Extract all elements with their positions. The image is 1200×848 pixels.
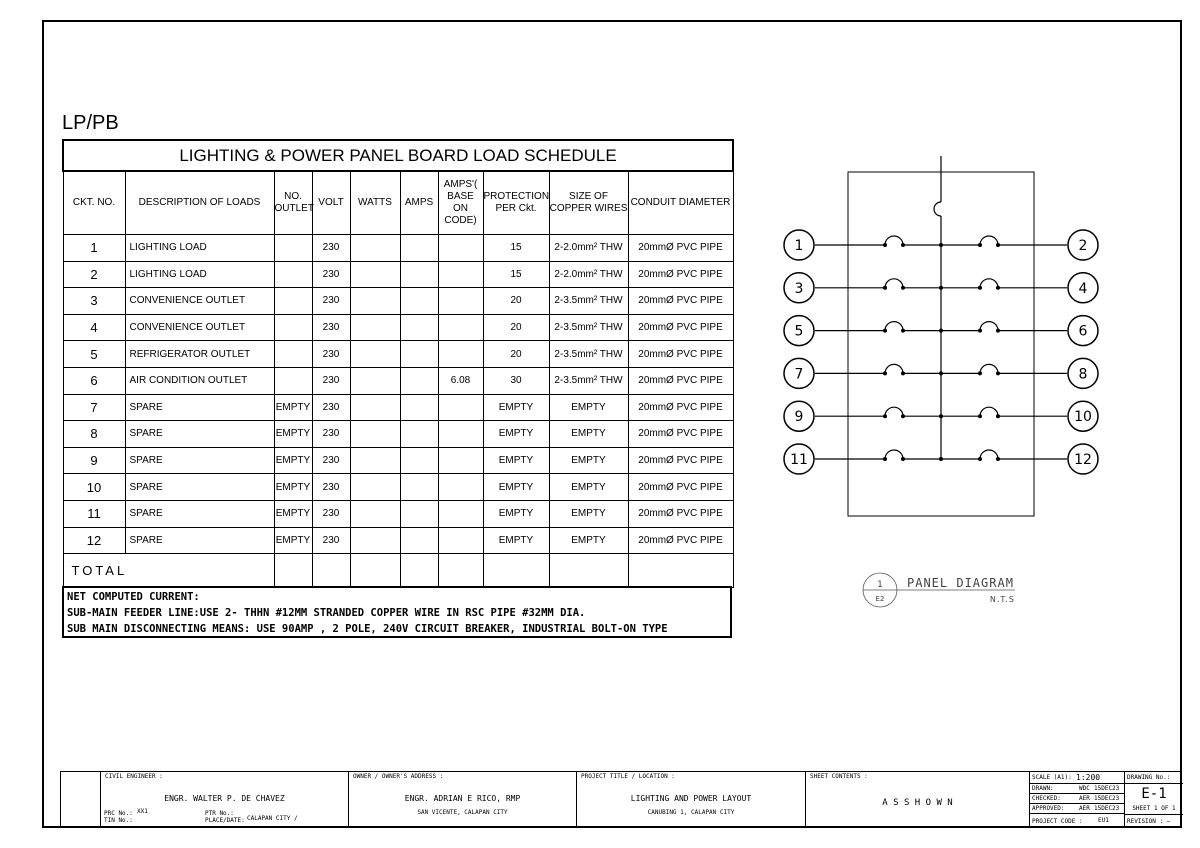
cell-amps-code <box>438 341 483 368</box>
total-label: TOTAL <box>63 554 274 588</box>
cell-outlet <box>274 314 312 341</box>
table-row <box>63 314 733 341</box>
drawing-no-label-row <box>1125 772 1183 784</box>
project-caption: PROJECT TITLE / LOCATION : <box>581 773 675 780</box>
breaker-right-symbol <box>980 236 998 245</box>
circuit-label-left: 11 <box>790 452 808 468</box>
header-ckt: CKT. NO. <box>63 171 125 235</box>
junction-dot <box>978 286 982 290</box>
total-cell <box>400 554 438 588</box>
cell-ckt: 9 <box>63 447 125 474</box>
cell-conduit: 20mmØ PVC PIPE <box>628 341 733 368</box>
breaker-left-symbol <box>885 279 903 288</box>
note-line: SUB-MAIN FEEDER LINE:USE 2- THHN #12MM STRANDED COPPER WIRE IN RSC PIPE #32MM DIA. <box>67 607 586 619</box>
header-protection: PROTECTION PER Ckt. <box>483 171 549 235</box>
note-line: NET COMPUTED CURRENT: <box>67 591 200 603</box>
prc-value: XX1 <box>137 808 148 815</box>
header-conduit: CONDUIT DIAMETER <box>628 171 733 235</box>
header-desc: DESCRIPTION OF LOADS <box>125 171 274 235</box>
cell-ckt: 4 <box>63 314 125 341</box>
table-row <box>63 261 733 288</box>
cell-ckt: 8 <box>63 421 125 448</box>
tin-label: TIN No.: <box>104 817 133 824</box>
cell-wire: 2-2.0mm² THW <box>549 261 628 288</box>
junction-dot <box>996 243 1000 247</box>
panel-diagram <box>770 150 1150 620</box>
cell-amps <box>400 500 438 527</box>
breaker-left-symbol <box>885 236 903 245</box>
cell-wire: 2-3.5mm² THW <box>549 288 628 315</box>
cell-wire: EMPTY <box>549 421 628 448</box>
junction-dot <box>883 329 887 333</box>
cell-volt: 230 <box>312 500 350 527</box>
cell-watts <box>350 474 400 501</box>
breaker-right-symbol <box>980 279 998 288</box>
cell-ckt: 10 <box>63 474 125 501</box>
junction-dot <box>939 414 943 418</box>
cell-volt: 230 <box>312 235 350 262</box>
checked-label: CHECKED: <box>1032 795 1061 802</box>
cell-conduit: 20mmØ PVC PIPE <box>628 314 733 341</box>
cell-ckt: 2 <box>63 261 125 288</box>
cell-watts <box>350 235 400 262</box>
tb-approval-cell <box>1030 772 1125 828</box>
junction-dot <box>978 243 982 247</box>
junction-dot <box>939 371 943 375</box>
cell-desc: SPARE <box>125 421 274 448</box>
breaker-right-symbol <box>980 407 998 416</box>
cell-volt: 230 <box>312 527 350 554</box>
cell-protection: EMPTY <box>483 527 549 554</box>
cell-conduit: 20mmØ PVC PIPE <box>628 500 733 527</box>
ptr-label: PTR No.: <box>205 810 234 817</box>
circuit-label-right: 12 <box>1074 452 1092 468</box>
drawn-date: 15DEC23 <box>1094 785 1120 792</box>
total-cell <box>628 554 733 588</box>
cell-amps <box>400 288 438 315</box>
cell-amps <box>400 314 438 341</box>
total-cell <box>483 554 549 588</box>
cell-amps-code <box>438 500 483 527</box>
cell-conduit: 20mmØ PVC PIPE <box>628 288 733 315</box>
cell-protection: 15 <box>483 261 549 288</box>
junction-dot <box>996 371 1000 375</box>
cell-ckt: 7 <box>63 394 125 421</box>
cell-wire: EMPTY <box>549 474 628 501</box>
table-row <box>63 447 733 474</box>
cell-amps <box>400 341 438 368</box>
cell-amps-code <box>438 288 483 315</box>
tb-margin-cell <box>61 772 101 828</box>
cell-protection: EMPTY <box>483 421 549 448</box>
title-block <box>60 771 1182 828</box>
scale-row <box>1030 772 1124 784</box>
cell-desc: SPARE <box>125 500 274 527</box>
cell-amps-code <box>438 261 483 288</box>
revision: REVISION : — <box>1127 818 1171 825</box>
breaker-right-symbol <box>980 322 998 331</box>
circuit-label-right: 6 <box>1078 323 1088 340</box>
breaker-left-symbol <box>885 450 903 459</box>
drawing-no: E-1 <box>1141 786 1167 802</box>
civil-engineer-caption: CIVIL ENGINEER : <box>105 773 163 780</box>
cell-amps <box>400 447 438 474</box>
cell-protection: 30 <box>483 367 549 394</box>
total-cell <box>549 554 628 588</box>
header-outlet: NO. OUTLET <box>274 171 312 235</box>
project-code: EU1 <box>1098 817 1109 824</box>
project-code-label: PROJECT CODE : <box>1032 818 1083 825</box>
cell-wire: 2-3.5mm² THW <box>549 341 628 368</box>
junction-dot <box>901 414 905 418</box>
total-cell <box>312 554 350 588</box>
table-row <box>63 421 733 448</box>
breaker-left-symbol <box>885 322 903 331</box>
junction-dot <box>901 286 905 290</box>
main-breaker-symbol <box>934 202 941 216</box>
breaker-left-symbol <box>885 407 903 416</box>
header-amps: AMPS <box>400 171 438 235</box>
cell-protection: EMPTY <box>483 447 549 474</box>
header-volt: VOLT <box>312 171 350 235</box>
engineer-name: ENGR. WALTER P. DE CHAVEZ <box>164 794 285 803</box>
cell-ckt: 12 <box>63 527 125 554</box>
cell-wire: EMPTY <box>549 527 628 554</box>
cell-amps-code <box>438 447 483 474</box>
table-row <box>63 500 733 527</box>
junction-dot <box>996 329 1000 333</box>
cell-amps <box>400 367 438 394</box>
cell-volt: 230 <box>312 474 350 501</box>
diagram-caption <box>863 573 1015 607</box>
project-location: CANUBING 1, CALAPAN CITY <box>647 809 735 816</box>
sheet-contents: A S S H O W N <box>882 798 953 808</box>
cell-desc: SPARE <box>125 474 274 501</box>
cell-desc: LIGHTING LOAD <box>125 235 274 262</box>
cell-watts <box>350 394 400 421</box>
cell-amps-code <box>438 421 483 448</box>
load-schedule-table <box>62 139 734 588</box>
junction-dot <box>901 457 905 461</box>
scale-value: 1:200 <box>1076 773 1101 782</box>
drawn-row <box>1030 784 1124 794</box>
cell-desc: SPARE <box>125 527 274 554</box>
junction-dot <box>883 457 887 461</box>
sheet-of: SHEET 1 OF 1 <box>1132 805 1176 812</box>
cell-wire: EMPTY <box>549 447 628 474</box>
cell-amps-code <box>438 527 483 554</box>
cell-outlet <box>274 367 312 394</box>
circuit-label-left: 5 <box>794 323 804 340</box>
junction-dot <box>883 371 887 375</box>
cell-protection: EMPTY <box>483 474 549 501</box>
cell-amps-code: 6.08 <box>438 367 483 394</box>
drawn-label: DRAWN: <box>1032 785 1054 792</box>
junction-dot <box>978 414 982 418</box>
owner-address: SAN VICENTE, CALAPAN CITY <box>417 809 508 816</box>
circuit-label-left: 7 <box>794 366 804 383</box>
total-cell <box>438 554 483 588</box>
junction-dot <box>883 414 887 418</box>
cell-conduit: 20mmØ PVC PIPE <box>628 447 733 474</box>
junction-dot <box>901 329 905 333</box>
junction-dot <box>978 329 982 333</box>
cell-amps-code <box>438 235 483 262</box>
caption-scale: N.T.S <box>989 595 1015 604</box>
cell-protection: EMPTY <box>483 394 549 421</box>
cell-amps <box>400 474 438 501</box>
cell-wire: EMPTY <box>549 500 628 527</box>
breaker-right-symbol <box>980 450 998 459</box>
cell-desc: CONVENIENCE OUTLET <box>125 314 274 341</box>
circuit-label-left: 3 <box>794 280 804 297</box>
circuit-label-right: 10 <box>1074 409 1092 426</box>
cell-outlet: EMPTY <box>274 500 312 527</box>
cell-ckt: 3 <box>63 288 125 315</box>
cell-amps <box>400 421 438 448</box>
junction-dot <box>978 371 982 375</box>
total-row <box>63 554 733 588</box>
cell-conduit: 20mmØ PVC PIPE <box>628 421 733 448</box>
tb-engineer-cell <box>101 772 349 828</box>
cell-protection: EMPTY <box>483 500 549 527</box>
cell-watts <box>350 447 400 474</box>
cell-amps-code <box>438 314 483 341</box>
cell-conduit: 20mmØ PVC PIPE <box>628 394 733 421</box>
cell-amps <box>400 261 438 288</box>
project-code-row <box>1030 814 1124 823</box>
approved-row <box>1030 804 1124 814</box>
table-row <box>63 367 733 394</box>
junction-dot <box>939 243 943 247</box>
panel-name: LP/PB <box>62 112 119 134</box>
cell-amps <box>400 394 438 421</box>
header-watts: WATTS <box>350 171 400 235</box>
cell-outlet: EMPTY <box>274 447 312 474</box>
cell-volt: 230 <box>312 367 350 394</box>
cell-outlet: EMPTY <box>274 527 312 554</box>
caption-sheet: E2 <box>875 595 885 603</box>
checked-row <box>1030 794 1124 804</box>
cell-desc: LIGHTING LOAD <box>125 261 274 288</box>
notes-box <box>62 586 732 638</box>
cell-volt: 230 <box>312 447 350 474</box>
cell-amps-code <box>438 394 483 421</box>
cell-watts <box>350 288 400 315</box>
table-row <box>63 235 733 262</box>
approved-label: APPROVED: <box>1032 805 1065 812</box>
breaker-right-symbol <box>980 364 998 373</box>
cell-conduit: 20mmØ PVC PIPE <box>628 474 733 501</box>
place-label: PLACE/DATE: <box>205 817 245 824</box>
cell-conduit: 20mmØ PVC PIPE <box>628 235 733 262</box>
cell-amps <box>400 235 438 262</box>
caption-title: PANEL DIAGRAM <box>907 576 1014 590</box>
table-row <box>63 527 733 554</box>
cell-outlet: EMPTY <box>274 394 312 421</box>
circuit-label-left: 9 <box>794 409 804 426</box>
cell-outlet <box>274 288 312 315</box>
junction-dot <box>883 286 887 290</box>
approved-date: 15DEC23 <box>1094 805 1120 812</box>
cell-volt: 230 <box>312 261 350 288</box>
cell-ckt: 5 <box>63 341 125 368</box>
header-amps-code: AMPS'( BASE ON CODE) <box>438 171 483 235</box>
junction-dot <box>996 286 1000 290</box>
cell-desc: SPARE <box>125 394 274 421</box>
cell-watts <box>350 261 400 288</box>
cell-desc: AIR CONDITION OUTLET <box>125 367 274 394</box>
cell-watts <box>350 500 400 527</box>
tb-project-cell <box>577 772 806 828</box>
junction-dot <box>939 457 943 461</box>
cell-desc: SPARE <box>125 447 274 474</box>
table-row <box>63 288 733 315</box>
sheet-contents-caption: SHEET CONTENTS : <box>810 773 868 780</box>
cell-watts <box>350 341 400 368</box>
junction-dot <box>901 371 905 375</box>
cell-volt: 230 <box>312 341 350 368</box>
cell-protection: 15 <box>483 235 549 262</box>
table-row <box>63 394 733 421</box>
junction-dot <box>901 243 905 247</box>
cell-wire: 2-3.5mm² THW <box>549 367 628 394</box>
circuit-label-right: 2 <box>1078 238 1088 254</box>
cell-outlet: EMPTY <box>274 421 312 448</box>
junction-dot <box>996 414 1000 418</box>
owner-name: ENGR. ADRIAN E RICO, RMP <box>404 794 521 803</box>
prc-label: PRC No.: <box>104 810 133 817</box>
cell-watts <box>350 527 400 554</box>
place-value: CALAPAN CITY / <box>247 815 298 822</box>
header-wire: SIZE OF COPPER WIRES <box>549 171 628 235</box>
cell-wire: 2-3.5mm² THW <box>549 314 628 341</box>
junction-dot <box>978 457 982 461</box>
cell-volt: 230 <box>312 394 350 421</box>
circuit-label-right: 8 <box>1078 366 1088 383</box>
table-row <box>63 341 733 368</box>
cell-volt: 230 <box>312 421 350 448</box>
note-line: SUB MAIN DISCONNECTING MEANS: USE 90AMP , 2 POLE, 240V CIRCUIT BREAKER, INDUSTRIAL BOLT-ON TYPE <box>67 623 668 635</box>
cell-wire: 2-2.0mm² THW <box>549 235 628 262</box>
schedule-title: LIGHTING & POWER PANEL BOARD LOAD SCHEDULE <box>63 140 733 171</box>
table-row <box>63 474 733 501</box>
tb-drawing-no-cell <box>1125 772 1183 828</box>
total-cell <box>350 554 400 588</box>
scale-label: SCALE (A1): <box>1032 774 1072 781</box>
cell-protection: 20 <box>483 341 549 368</box>
cell-desc: REFRIGERATOR OUTLET <box>125 341 274 368</box>
approved-by: AER <box>1079 805 1090 812</box>
cell-desc: CONVENIENCE OUTLET <box>125 288 274 315</box>
drawing-no-label: DRAWING No.: <box>1127 774 1171 781</box>
cell-watts <box>350 314 400 341</box>
cell-ckt: 6 <box>63 367 125 394</box>
checked-date: 15DEC23 <box>1094 795 1120 802</box>
cell-wire: EMPTY <box>549 394 628 421</box>
cell-volt: 230 <box>312 288 350 315</box>
checked-by: AER <box>1079 795 1090 802</box>
cell-outlet <box>274 341 312 368</box>
cell-outlet <box>274 261 312 288</box>
junction-dot <box>939 329 943 333</box>
cell-conduit: 20mmØ PVC PIPE <box>628 261 733 288</box>
cell-ckt: 11 <box>63 500 125 527</box>
cell-outlet: EMPTY <box>274 474 312 501</box>
cell-conduit: 20mmØ PVC PIPE <box>628 527 733 554</box>
caption-number: 1 <box>877 580 883 590</box>
drawn-by: WDC <box>1079 785 1090 792</box>
cell-protection: 20 <box>483 314 549 341</box>
table-header-row <box>63 171 733 235</box>
junction-dot <box>996 457 1000 461</box>
cell-watts <box>350 421 400 448</box>
circuit-label-right: 4 <box>1078 280 1088 297</box>
cell-protection: 20 <box>483 288 549 315</box>
cell-amps <box>400 527 438 554</box>
tb-sheet-contents-cell <box>806 772 1030 828</box>
cell-watts <box>350 367 400 394</box>
cell-volt: 230 <box>312 314 350 341</box>
owner-caption: OWNER / OWNER'S ADDRESS : <box>353 773 444 780</box>
tb-owner-cell <box>349 772 577 828</box>
project-title: LIGHTING AND POWER LAYOUT <box>630 794 752 803</box>
junction-dot <box>883 243 887 247</box>
cell-conduit: 20mmØ PVC PIPE <box>628 367 733 394</box>
cell-amps-code <box>438 474 483 501</box>
cell-outlet <box>274 235 312 262</box>
cell-ckt: 1 <box>63 235 125 262</box>
circuit-label-left: 1 <box>794 238 804 254</box>
junction-dot <box>939 286 943 290</box>
total-cell <box>274 554 312 588</box>
breaker-left-symbol <box>885 364 903 373</box>
